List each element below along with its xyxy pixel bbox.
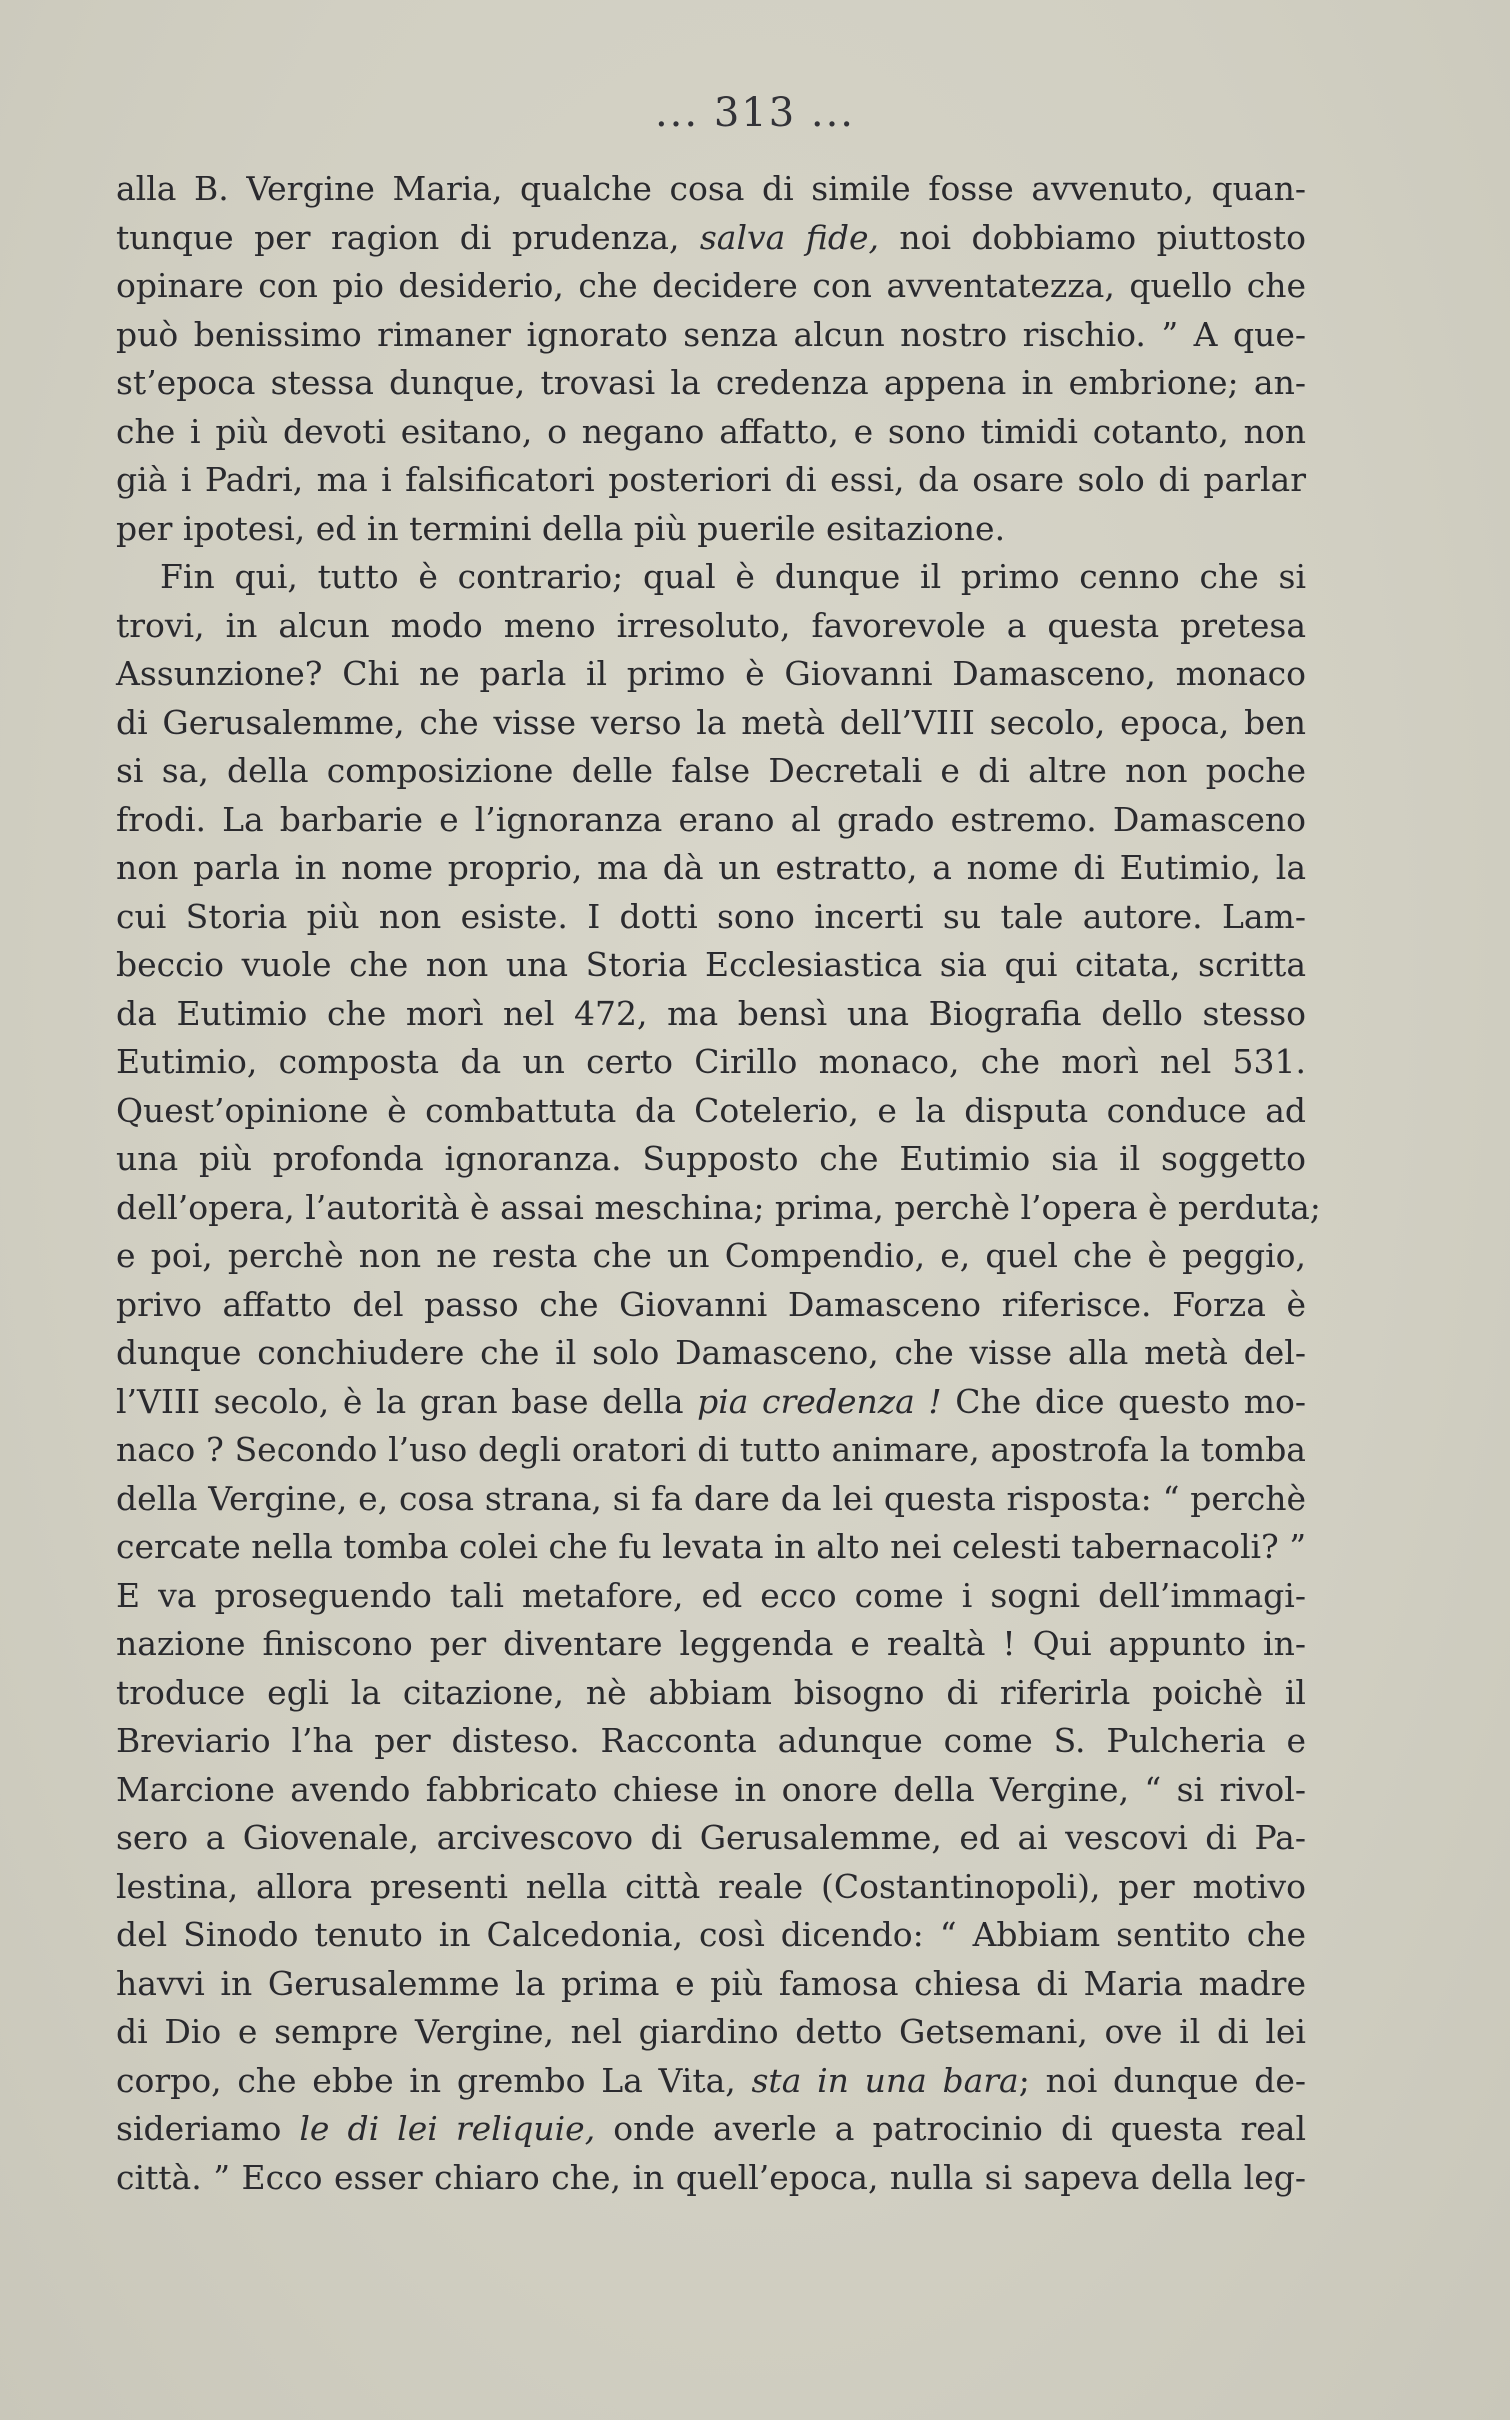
- text-line: [116, 1281, 1306, 1330]
- text-segment: da Eutimio che morì nel 472, ma bensì una Biografia dello stesso: [116, 993, 1306, 1033]
- text-segment: dunque conchiudere che il solo Damasceno, che visse alla metà del-: [116, 1333, 1306, 1372]
- text-segment: l’VIII secolo, è la gran base della: [116, 1381, 698, 1421]
- italic-text: salva fide,: [699, 217, 879, 257]
- text-line: [116, 2008, 1306, 2057]
- text-segment: Breviario l’ha per disteso. Racconta adunque come S. Pulcheria e: [116, 1721, 1306, 1760]
- text-line: [116, 505, 1306, 554]
- text-segment: onde averle a patrocinio di questa real: [595, 2109, 1307, 2148]
- text-segment: tunque per ragion di prudenza,: [116, 217, 700, 257]
- text-segment: cercate nella tomba colei che fu levata in alto nei celesti tabernacoli? ”: [116, 1527, 1307, 1566]
- text-line: [116, 1960, 1306, 2009]
- text-segment: di Gerusalemme, che visse verso la metà dell’VIII secolo, epoca, ben: [116, 702, 1306, 742]
- text-segment: noi dobbiamo piuttosto: [878, 217, 1306, 257]
- text-line: [116, 2057, 1306, 2106]
- text-segment: beccio vuole che non una Storia Ecclesiastica sia qui citata, scritta: [116, 945, 1306, 984]
- text-segment: corpo, che ebbe in grembo La Vita,: [116, 2060, 752, 2100]
- text-segment: ; noi dunque de-: [1018, 2060, 1307, 2100]
- text-segment: Quest’opinione è combattuta da Cotelerio, e la disputa conduce ad: [116, 1090, 1306, 1130]
- body-text: [116, 165, 1321, 2202]
- text-line: [116, 1038, 1306, 1087]
- text-line: [116, 1135, 1306, 1184]
- text-line: [116, 1911, 1306, 1960]
- text-line: [116, 1087, 1306, 1136]
- text-line: [116, 311, 1306, 360]
- text-line: [116, 214, 1306, 263]
- text-segment: opinare con pio desiderio, che decidere con avventatezza, quello che: [116, 266, 1306, 305]
- text-line: [116, 602, 1306, 651]
- text-segment: una più profonda ignoranza. Supposto che Eutimio sia il soggetto: [116, 1139, 1306, 1178]
- text-segment: E va proseguendo tali metafore, ed ecco come i sogni dell’immagi-: [116, 1575, 1306, 1615]
- text-segment: per ipotesi, ed in termini della più puerile esitazione.: [116, 508, 1006, 548]
- text-segment: già i Padri, ma i falsificatori posteriori di essi, da osare solo di parlar: [116, 460, 1306, 499]
- text-line: [116, 1863, 1306, 1912]
- text-line: [116, 2154, 1306, 2203]
- text-segment: Assunzione? Chi ne parla il primo è Giovanni Damasceno, monaco: [116, 654, 1306, 693]
- text-segment: naco ? Secondo l’uso degli oratori di tutto animare, apostrofa la tomba: [116, 1430, 1306, 1469]
- text-line: [116, 1378, 1306, 1427]
- italic-text: le di lei reliquie,: [299, 2109, 596, 2148]
- text-segment: frodi. La barbarie e l’ignoranza erano al grado estremo. Damasceno: [116, 799, 1306, 839]
- text-segment: havvi in Gerusalemme la prima e più famosa chiesa di Maria madre: [116, 1963, 1306, 2003]
- text-line: [116, 408, 1306, 457]
- text-line: [116, 747, 1306, 796]
- text-segment: alla B. Vergine Maria, qualche cosa di simile fosse avvenuto, quan-: [116, 169, 1306, 208]
- text-line: [116, 941, 1306, 990]
- text-segment: troduce egli la citazione, nè abbiam bisogno di riferirla poichè il: [116, 1672, 1306, 1712]
- text-line: [116, 1426, 1306, 1475]
- text-line: [116, 1717, 1306, 1766]
- italic-text: sta in una bara: [751, 2060, 1019, 2100]
- text-line: [116, 1620, 1306, 1669]
- text-line: [116, 1669, 1306, 1718]
- text-segment: Che dice questo mo-: [941, 1381, 1307, 1421]
- text-segment: e poi, perchè non ne resta che un Compendio, e, quel che è peggio,: [116, 1236, 1306, 1275]
- page-number: ... 313 ...: [654, 90, 856, 136]
- text-line: [116, 844, 1306, 893]
- text-segment: lestina, allora presenti nella città reale (Costantinopoli), per motivo: [116, 1866, 1306, 1906]
- text-line: [116, 1232, 1306, 1281]
- text-segment: Eutimio, composta da un certo Cirillo monaco, che morì nel 531.: [116, 1042, 1306, 1081]
- text-segment: privo affatto del passo che Giovanni Damasceno riferisce. Forza è: [116, 1284, 1306, 1324]
- text-line: [116, 796, 1306, 845]
- text-line: [116, 1572, 1306, 1621]
- text-segment: può benissimo rimaner ignorato senza alcun nostro rischio. ” A que-: [116, 314, 1306, 354]
- text-segment: st’epoca stessa dunque, trovasi la credenza appena in embrione; an-: [116, 363, 1306, 402]
- text-line: [116, 1475, 1306, 1524]
- text-line: [116, 650, 1306, 699]
- text-segment: trovi, in alcun modo meno irresoluto, favorevole a questa pretesa: [116, 605, 1306, 645]
- text-line: [116, 1814, 1306, 1863]
- text-line: [116, 893, 1306, 942]
- text-segment: della Vergine, e, cosa strana, si fa dare da lei questa risposta: “ perchè: [116, 1478, 1306, 1518]
- text-segment: del Sinodo tenuto in Calcedonia, così dicendo: “ Abbiam sentito che: [116, 1915, 1306, 1954]
- text-line: [116, 2105, 1306, 2154]
- text-line: [116, 165, 1306, 214]
- text-segment: cui Storia più non esiste. I dotti sono incerti su tale autore. Lam-: [116, 896, 1306, 936]
- text-line: [116, 456, 1306, 505]
- text-line: [116, 699, 1306, 748]
- text-segment: città. ” Ecco esser chiaro che, in quell’epoca, nulla si sapeva della leg-: [116, 2157, 1306, 2197]
- text-line: [116, 1329, 1306, 1378]
- text-segment: dell’opera, l’autorità è assai meschina; prima, perchè l’opera è perduta;: [116, 1187, 1321, 1227]
- text-segment: si sa, della composizione delle false Decretali e di altre non poche: [116, 751, 1306, 790]
- text-segment: che i più devoti esitano, o negano affatto, e sono timidi cotanto, non: [116, 411, 1306, 451]
- text-line: [116, 990, 1306, 1039]
- text-line: [116, 262, 1306, 311]
- text-line: [116, 1184, 1321, 1233]
- text-segment: Marcione avendo fabbricato chiese in onore della Vergine, “ si rivol-: [116, 1769, 1306, 1809]
- text-line: [116, 1766, 1306, 1815]
- text-segment: sero a Giovenale, arcivescovo di Gerusalemme, ed ai vescovi di Pa-: [116, 1818, 1306, 1857]
- text-segment: nazione finiscono per diventare leggenda e realtà ! Qui appunto in-: [116, 1624, 1306, 1663]
- text-line: [116, 359, 1306, 408]
- text-segment: di Dio e sempre Vergine, nel giardino detto Getsemani, ove il di lei: [116, 2012, 1306, 2051]
- italic-text: pia credenza !: [697, 1381, 942, 1421]
- text-segment: Fin qui, tutto è contrario; qual è dunque il primo cenno che si: [160, 557, 1306, 596]
- text-line: [116, 1523, 1306, 1572]
- text-line: [116, 553, 1306, 602]
- text-segment: non parla in nome proprio, ma dà un estratto, a nome di Eutimio, la: [116, 848, 1306, 887]
- text-segment: sideriamo: [116, 2109, 300, 2148]
